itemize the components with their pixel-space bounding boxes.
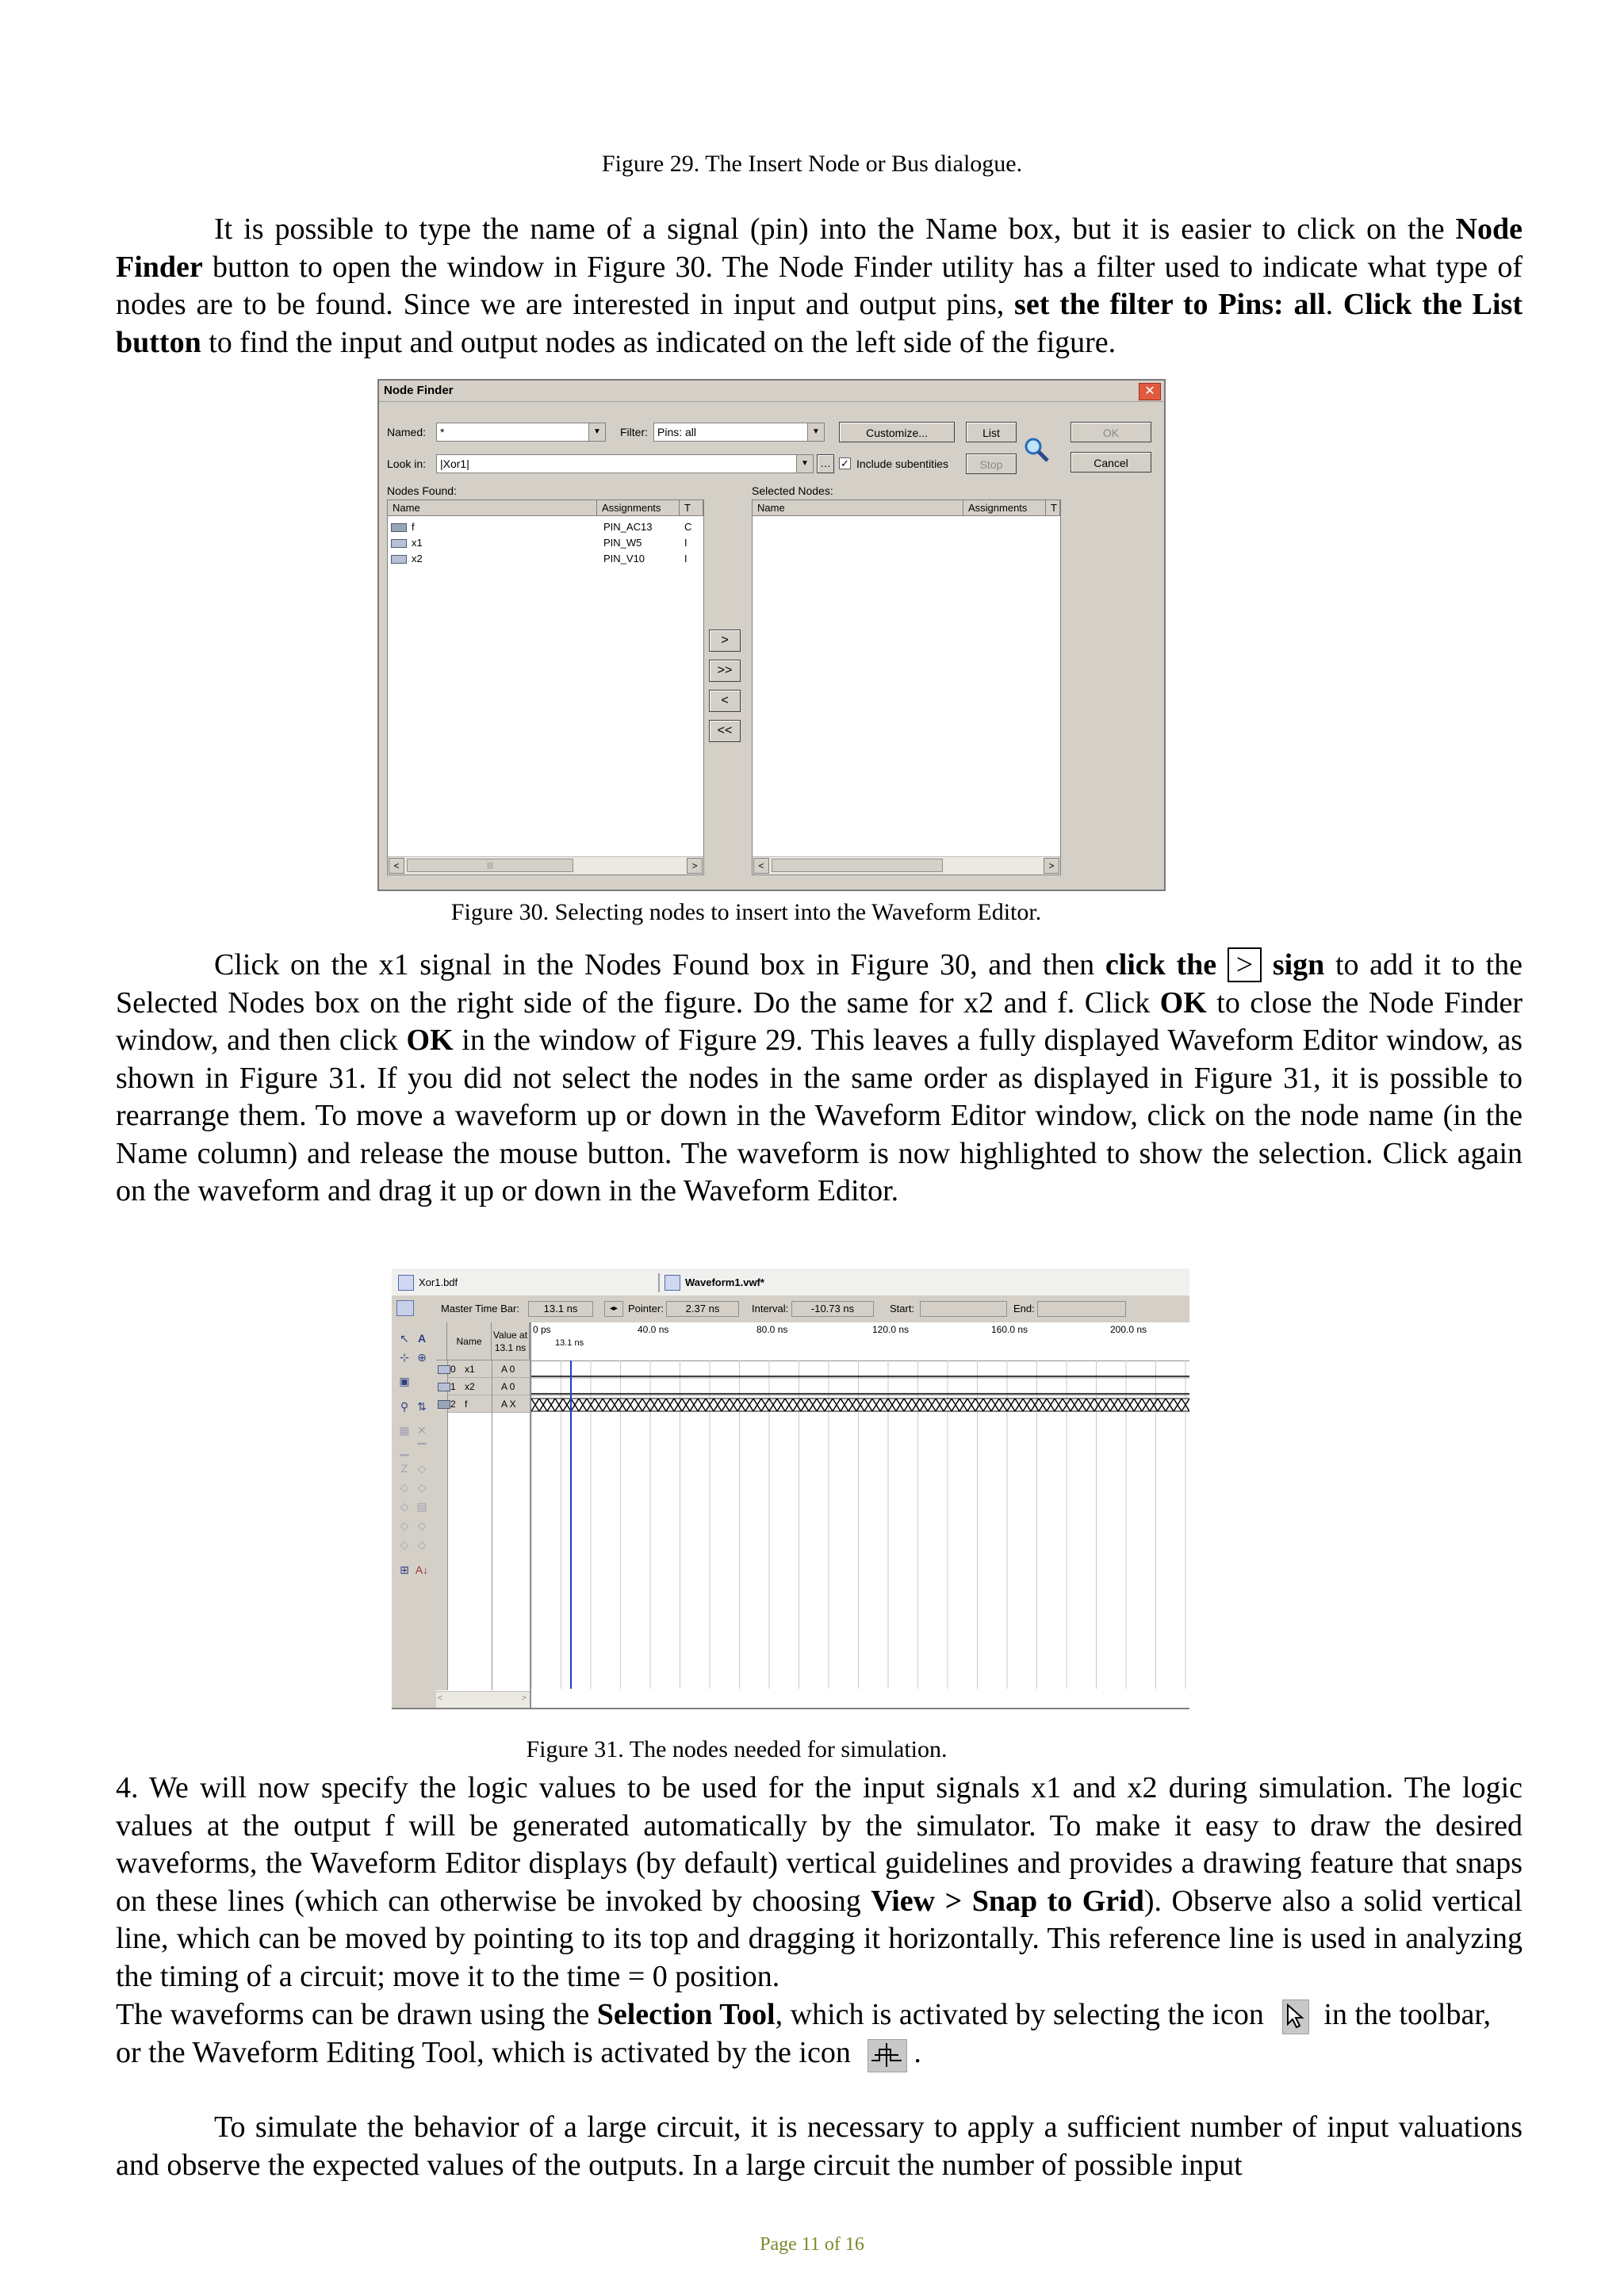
find-icon[interactable]: ⚲ [400, 1400, 409, 1413]
tick-label: 160.0 ns [991, 1324, 1028, 1335]
figure-29-caption: Figure 29. The Insert Node or Bus dialogue. [601, 151, 1023, 177]
chevron-down-icon[interactable]: ▼ [796, 455, 813, 473]
output-pin-icon [438, 1400, 450, 1409]
horizontal-scrollbar[interactable] [753, 856, 1060, 874]
pointer-label: Pointer: [628, 1303, 664, 1314]
start-value [920, 1301, 1007, 1317]
snap-to-grid-icon[interactable]: ⊞ [400, 1563, 409, 1576]
paragraph-node-finder-intro: It is possible to type the name of a signal (pin) into the Name box, but it is easier to click on the Node Finder button to open the window in Figure 30. The Node Finder utility has a filter used to indicate what type of nodes are to be found. Since we are interested in input and output pins, set the filter to Pins: all. Click the List button to find the input and output nodes as indicated on the left side of the figure. [116, 212, 1523, 359]
grid-icon[interactable]: ◇ [417, 1538, 427, 1551]
page-number: Page 11 of 16 [760, 2234, 864, 2255]
bold-node-finder: Node Finder [116, 212, 1522, 284]
waveform-toolbar [392, 1295, 437, 1708]
row-name-cell[interactable]: x1 [465, 1364, 475, 1375]
list-item-type: C [684, 521, 692, 533]
list-item-assignment: PIN_W5 [603, 537, 642, 549]
master-time-bar-label: Master Time Bar: [441, 1303, 519, 1314]
list-item-type: I [684, 553, 688, 564]
tab-divider [658, 1273, 660, 1292]
column-header-type[interactable]: T [1046, 500, 1060, 516]
chevron-down-icon[interactable]: ▼ [807, 423, 824, 441]
random-value-icon[interactable]: ◇ [400, 1538, 409, 1551]
zoom-tool-icon[interactable]: ⊕ [417, 1351, 427, 1364]
column-header-name[interactable]: Name [388, 500, 597, 516]
waveform-editor [392, 1269, 1189, 1709]
figure-31-caption: Figure 31. The nodes needed for simulation. [526, 1736, 948, 1762]
nodes-found-list[interactable]: Name Assignments T f PIN_AC13 C x1 PIN_W5 I x2 PIN_V10 I < ||| > [387, 499, 704, 875]
row-index-cell: 2 [438, 1395, 456, 1413]
tick-label: 120.0 ns [872, 1324, 910, 1335]
weak-high-icon[interactable]: ◇ [417, 1481, 427, 1494]
waveform-editing-tool-icon[interactable]: ⊹ [400, 1351, 409, 1364]
input-pin-icon [438, 1365, 450, 1374]
column-header-assignments[interactable]: Assignments [963, 500, 1046, 516]
filter-select[interactable]: Pins: all ▼ [653, 423, 825, 442]
node-finder-dialog [377, 379, 1166, 891]
master-time-bar-value[interactable]: 13.1 ns [528, 1301, 593, 1317]
invert-icon[interactable]: ◇ [400, 1500, 409, 1513]
nodes-found-label: Nodes Found: [387, 484, 457, 497]
value-column-header[interactable]: Value at 13.1 ns [492, 1322, 530, 1360]
weak-unknown-icon[interactable]: ◇ [417, 1462, 427, 1475]
pointer-value: 2.37 ns [666, 1301, 739, 1317]
column-header-name[interactable]: Name [753, 500, 963, 516]
customize-button[interactable]: Customize... [839, 422, 955, 442]
replace-icon[interactable]: ⇅ [417, 1400, 427, 1413]
arbitrary-value-icon[interactable]: ◇ [417, 1519, 427, 1532]
tick-label: 40.0 ns [638, 1324, 669, 1335]
paragraph-large-circuit: To simulate the behavior of a large circuit, it is necessary to apply a sufficient number of input valuations and observe the expected values of the outputs. In a large circuit the number of possible input [116, 2110, 1522, 2182]
paragraph-drawing-tools: The waveforms can be drawn using the Selection Tool, which is activated by selecting the icon in the toolbar, or the Waveform Editing Tool, which is activated by the icon . [116, 1996, 1522, 2072]
list-item-assignment: PIN_AC13 [603, 521, 653, 533]
master-time-bar [436, 1295, 1189, 1323]
input-pin-icon [391, 555, 407, 564]
scroll-left-button[interactable]: < [389, 858, 404, 874]
bold-set-filter: set the filter to Pins: all [1014, 288, 1326, 321]
clock-icon[interactable]: ◇ [400, 1519, 409, 1532]
sort-icon[interactable]: A↓ [415, 1563, 429, 1576]
scroll-right-button[interactable]: > [521, 1693, 527, 1703]
forcing-high-icon[interactable]: ▔ [417, 1443, 427, 1456]
named-label: Named: [387, 426, 427, 438]
input-pin-icon [391, 539, 407, 548]
paragraph-logic-values: 4. We will now specify the logic values to be used for the input signals x1 and x2 during simulation. The logic values at the output f will be generated automatically by the simulator. To make it easy to draw the desired waveforms, the Waveform Editor displays (by default) vertical guidelines and provides a drawing feature that snaps on these lines (which can otherwise be invoked by choosing View > Snap to Grid). Observe also a solid vertical line, which can be moved by pointing to its top and dragging it horizontally. This reference line is used in analyzing the timing of a circuit; move it to the time = 0 position. [116, 1771, 1522, 1993]
waveform-editing-tool-icon [868, 2039, 907, 2072]
close-icon[interactable]: ✕ [1139, 383, 1161, 400]
block-diagram-icon [398, 1275, 414, 1291]
bold-click-list: Click the List button [116, 288, 1523, 359]
row-index-cell: 1 [438, 1378, 456, 1395]
end-value [1037, 1301, 1126, 1317]
column-header-assignments[interactable]: Assignments [597, 500, 680, 516]
paragraph-selecting-nodes: Click on the x1 signal in the Nodes Found box in Figure 30, and then click the > sign to add it to the Selected Nodes box on the right side of the figure. Do the same for x2 and f. Click OK to close the Node Finder window, and then click OK in the window of Figure 29. This leaves a fully displayed Waveform Editor window, as shown in Figure 31. If you did not select the nodes in the same order as displayed in Figure 31, it is possible to rearrange them. To move a waveform up or down in the Waveform Editor window, click on the node name (in the Name column) and release the mouse button. The waveform is now highlighted to show the selection. Click again on the waveform and drag it up or down in the Waveform Editor. [116, 948, 1523, 1207]
weak-low-icon[interactable]: ◇ [400, 1481, 409, 1494]
node-finder-title: Node Finder [379, 381, 1164, 402]
list-button[interactable]: List [966, 422, 1017, 442]
scroll-left-button[interactable]: < [753, 858, 769, 874]
document-tab-bar [392, 1269, 1189, 1296]
scroll-right-button[interactable]: > [1044, 858, 1059, 874]
index-column-header [436, 1322, 447, 1360]
list-item-assignment: PIN_V10 [603, 553, 645, 564]
row-name-cell[interactable]: x2 [465, 1381, 475, 1392]
browse-button[interactable]: … [817, 454, 834, 473]
start-label: Start: [890, 1303, 915, 1314]
ok-button[interactable]: OK [1071, 422, 1151, 442]
tab-waveform1-vwf[interactable]: Waveform1.vwf* [661, 1273, 764, 1292]
tab-xor1-bdf[interactable]: Xor1.bdf [395, 1273, 458, 1292]
unknown-icon[interactable]: ✕ [417, 1424, 427, 1437]
row-value-cell: A X [501, 1399, 516, 1410]
input-pin-icon [438, 1383, 450, 1391]
tick-label: 200.0 ns [1110, 1324, 1147, 1335]
stop-button[interactable]: Stop [966, 453, 1017, 474]
time-bar-label: 13.1 ns [555, 1338, 584, 1348]
interval-label: Interval: [752, 1303, 789, 1314]
interval-value: -10.73 ns [791, 1301, 874, 1317]
horizontal-scrollbar[interactable] [388, 856, 703, 874]
row-value-cell: A 0 [501, 1364, 515, 1375]
selection-tool-icon[interactable]: ↖ [400, 1332, 409, 1345]
chevron-down-icon[interactable]: ▼ [588, 423, 605, 441]
look-in-label: Look in: [387, 457, 427, 470]
high-impedance-icon[interactable]: Z [400, 1462, 408, 1475]
add-all-button[interactable]: >> [709, 660, 741, 682]
scroll-right-button[interactable]: > [687, 858, 703, 874]
selected-nodes-list[interactable] [752, 499, 1061, 875]
list-item-type: I [684, 537, 688, 549]
column-header-type[interactable]: T [680, 500, 703, 516]
named-input[interactable]: * ▼ [436, 423, 606, 442]
horizontal-scrollbar[interactable] [436, 1691, 530, 1708]
time-bar-stepper[interactable]: ◂▸ [604, 1301, 623, 1317]
fullscreen-icon[interactable]: ▣ [399, 1375, 410, 1387]
selected-nodes-label: Selected Nodes: [752, 484, 833, 497]
window-icon[interactable] [396, 1300, 414, 1316]
output-pin-icon [391, 523, 407, 532]
look-in-input[interactable]: |Xor1| ▼ [436, 454, 814, 473]
row-value-cell: A 0 [501, 1381, 515, 1392]
search-icon [1023, 436, 1050, 463]
count-value-icon[interactable]: ▤ [416, 1500, 427, 1513]
cancel-button[interactable]: Cancel [1071, 452, 1151, 473]
selection-tool-icon [1282, 1999, 1309, 2034]
name-column-header[interactable]: Name [447, 1322, 492, 1360]
waveform-icon [665, 1275, 680, 1291]
remove-all-button[interactable]: << [709, 720, 741, 742]
add-selected-button[interactable]: > [709, 629, 741, 652]
tick-label: 0 ps [533, 1324, 551, 1335]
uninitialized-icon[interactable]: ▦ [399, 1424, 410, 1437]
text-tool-icon[interactable]: A [417, 1332, 427, 1345]
end-label: End: [1013, 1303, 1035, 1314]
include-subentities-label: Include subentities [856, 457, 948, 470]
waveform-grid-area [436, 1322, 1189, 1708]
scroll-thumb[interactable] [772, 859, 943, 872]
remove-selected-button[interactable]: < [709, 690, 741, 712]
scroll-thumb[interactable]: ||| [407, 859, 573, 872]
tick-label: 80.0 ns [756, 1324, 788, 1335]
forcing-low-icon[interactable]: ▁ [400, 1443, 409, 1456]
include-subentities-checkbox[interactable]: ✓ [839, 457, 851, 469]
greater-than-sign-box: > [1228, 947, 1262, 982]
waveform-canvas[interactable] [531, 1360, 1189, 1689]
row-index-cell: 0 [438, 1360, 456, 1378]
row-name-cell[interactable]: f [465, 1399, 468, 1410]
filter-label: Filter: [620, 426, 648, 438]
time-axis[interactable] [531, 1322, 1189, 1361]
figure-30-caption: Figure 30. Selecting nodes to insert into the Waveform Editor. [450, 899, 1042, 925]
scroll-left-button[interactable]: < [438, 1693, 443, 1703]
